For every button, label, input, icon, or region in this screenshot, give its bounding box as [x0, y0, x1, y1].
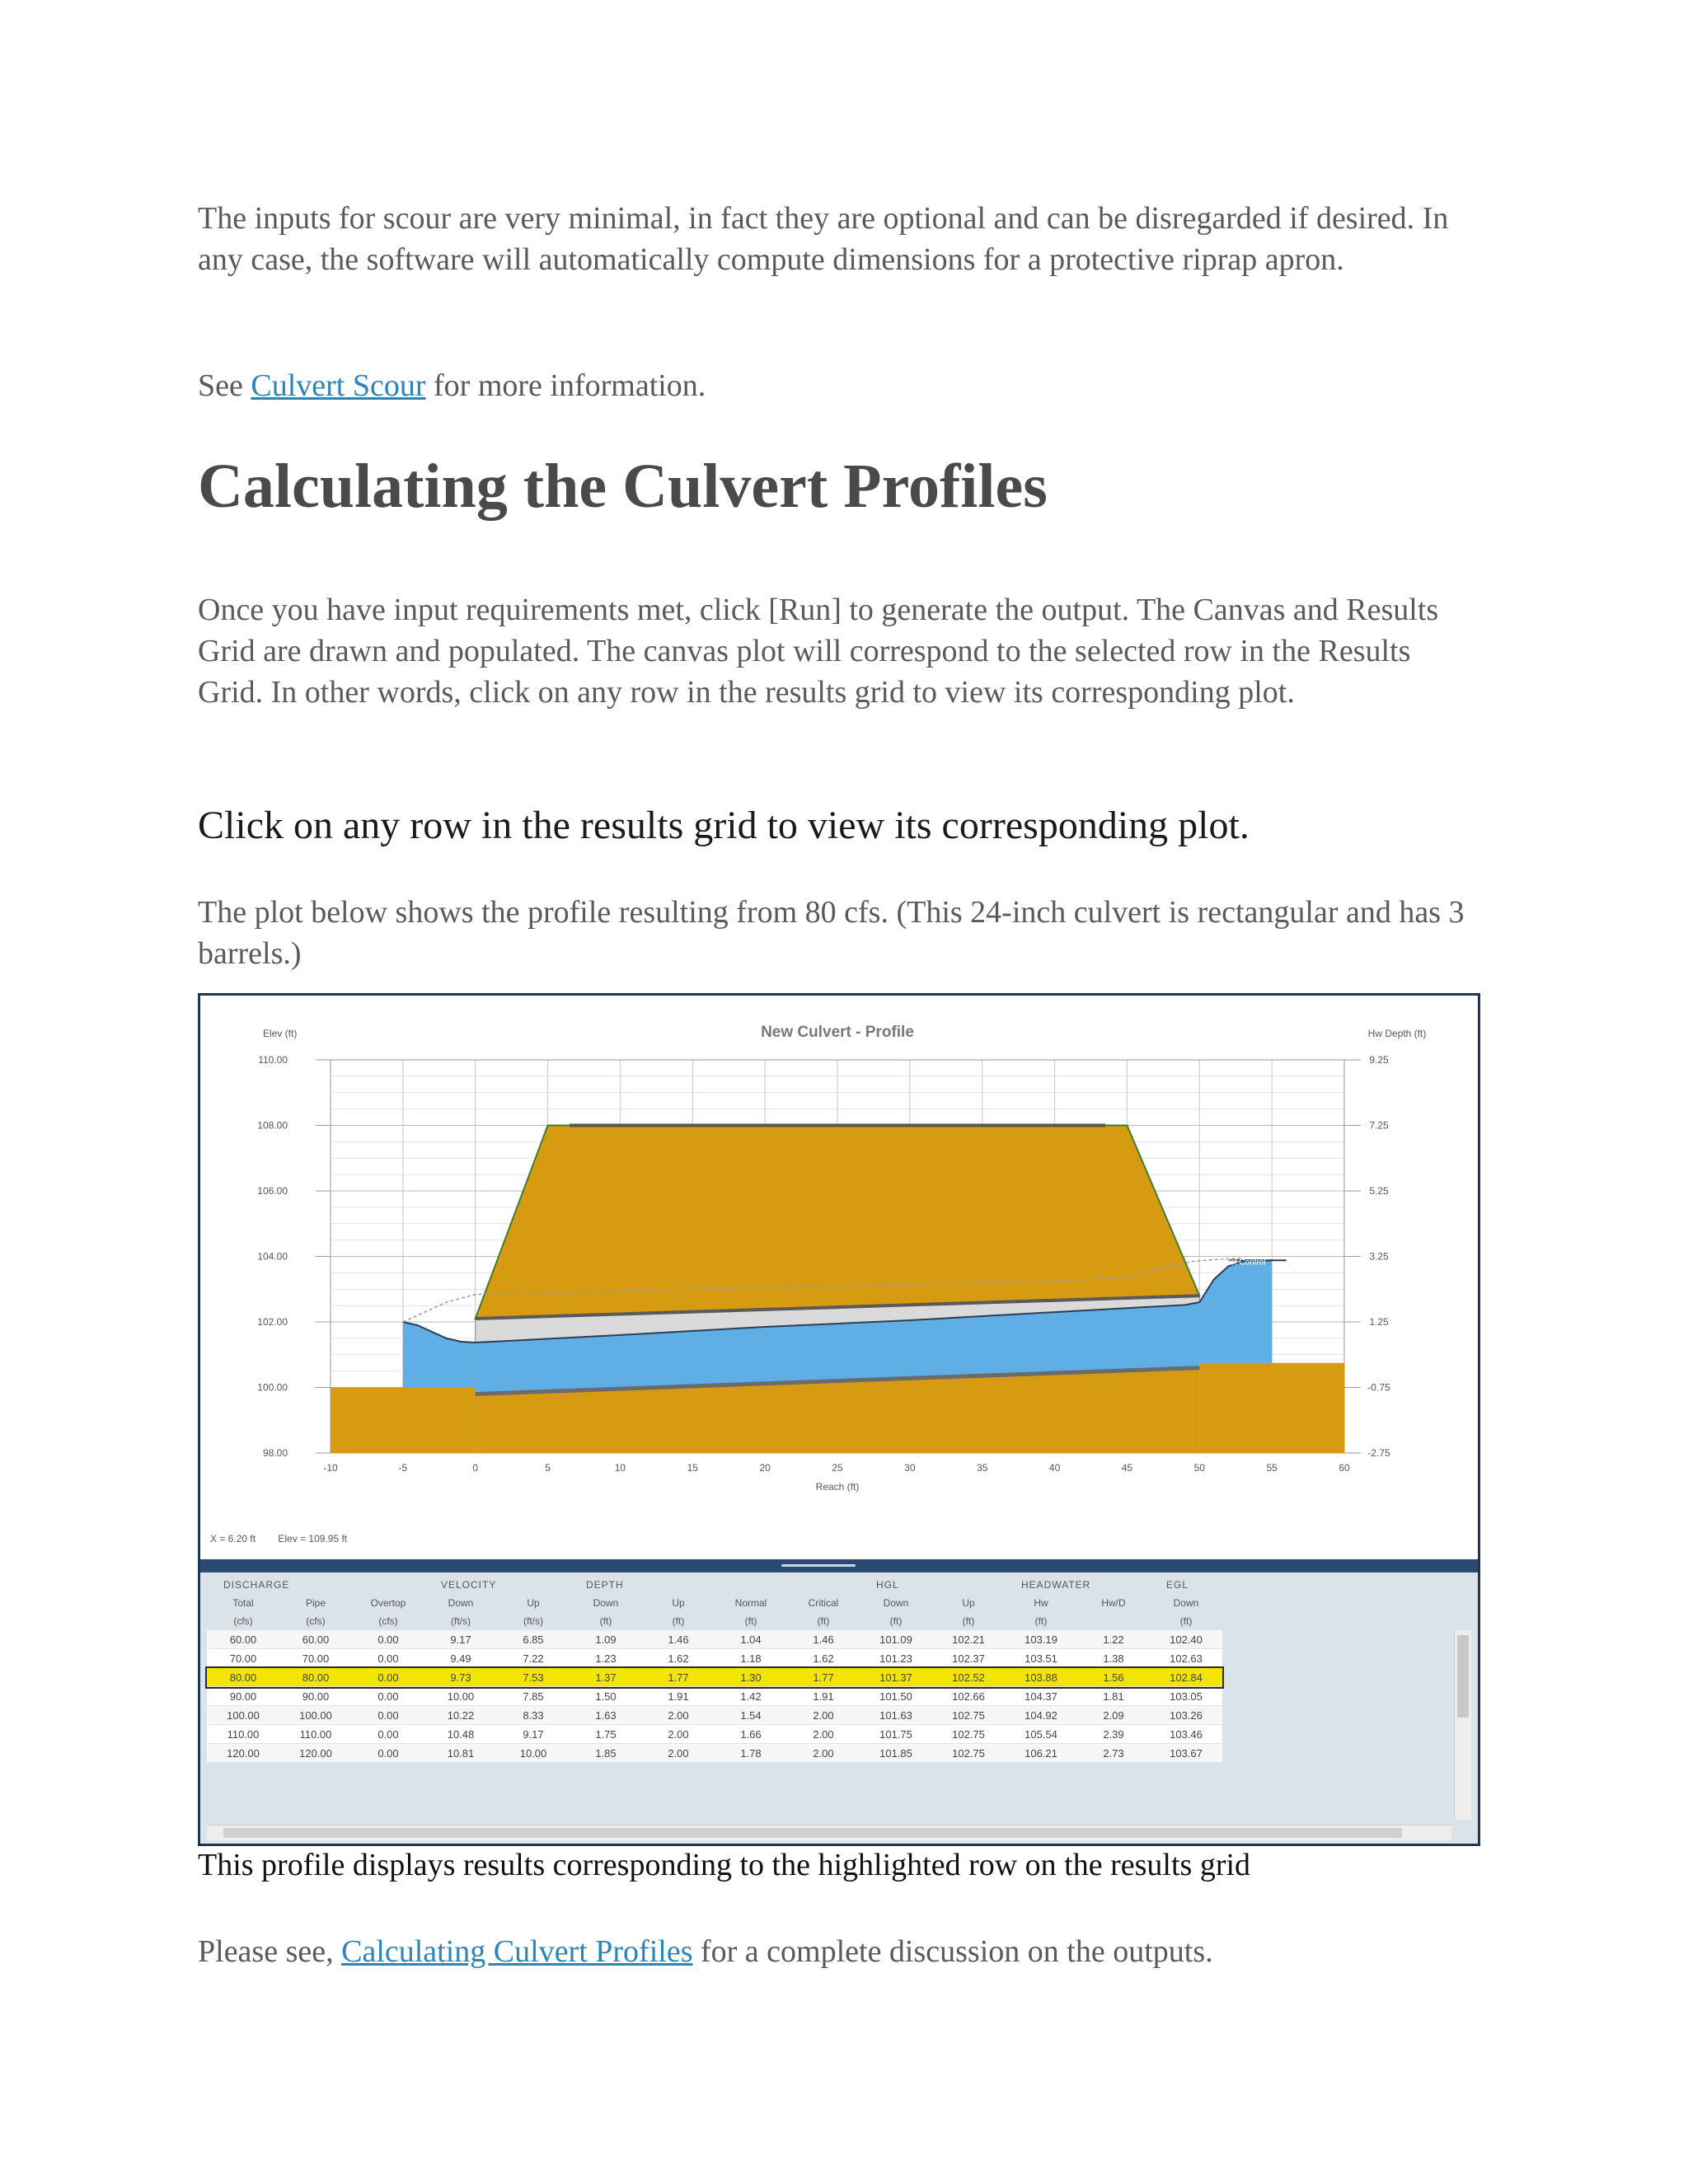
- run-paragraph: Once you have input requirements met, click [Run] to generate the output. The Canvas and Results Grid are drawn and populated. The canvas plot will correspond to the selected row in the Results Grid. In other words, click on any row in the results grid to view its corresponding plot.: [198, 593, 1439, 710]
- x-tick-label: 45: [1121, 1462, 1133, 1474]
- see-paragraph: [198, 365, 706, 406]
- column-header[interactable]: Overtop: [370, 1597, 406, 1609]
- chart-title: New Culvert - Profile: [761, 1024, 914, 1041]
- x-tick-label: 25: [832, 1462, 843, 1474]
- y2-tick-label: 7.25: [1369, 1119, 1389, 1132]
- unit-header-row: [207, 1612, 1222, 1630]
- table-cell: 9.17: [523, 1727, 544, 1741]
- column-header[interactable]: Up: [672, 1597, 685, 1609]
- profile-canvas[interactable]: [200, 996, 1478, 1560]
- x-tick-label: 20: [759, 1462, 771, 1474]
- group-header-egl: EGL: [1166, 1579, 1189, 1591]
- table-cell: 110.00: [227, 1727, 260, 1741]
- table-cell: 60.00: [302, 1633, 330, 1646]
- table-cell: 2.00: [813, 1746, 834, 1760]
- x-tick-label: 15: [687, 1462, 698, 1474]
- table-cell: 100.00: [299, 1708, 332, 1722]
- table-cell: 90.00: [229, 1690, 257, 1703]
- x-axis-label: Reach (ft): [815, 1481, 860, 1493]
- table-cell: 101.50: [879, 1690, 912, 1703]
- x-tick-label: 50: [1193, 1462, 1205, 1474]
- table-cell: 9.17: [450, 1633, 471, 1646]
- column-unit: (ft): [1034, 1615, 1048, 1627]
- table-cell: 1.91: [668, 1690, 689, 1703]
- y-tick-label: 108.00: [257, 1119, 288, 1132]
- table-cell: 1.77: [813, 1671, 834, 1684]
- table-cell: 0.00: [377, 1671, 399, 1684]
- table-cell: 1.63: [595, 1708, 617, 1722]
- y2-tick-label: 9.25: [1369, 1054, 1389, 1066]
- table-cell: 7.53: [523, 1671, 544, 1684]
- table-cell: 101.23: [879, 1652, 912, 1665]
- outro-prefix: Please see,: [198, 1934, 342, 1969]
- column-header[interactable]: Down: [448, 1597, 474, 1609]
- table-cell: 103.05: [1170, 1690, 1203, 1703]
- callout-heading: Click on any row in the results grid to view its corresponding plot.: [198, 804, 1250, 847]
- vertical-scrollbar[interactable]: [1454, 1630, 1471, 1820]
- column-header[interactable]: Down: [1173, 1597, 1199, 1609]
- group-header-hgl: HGL: [876, 1579, 899, 1591]
- culvert-profile-screenshot: [198, 993, 1480, 1846]
- table-cell: 80.00: [229, 1671, 257, 1684]
- see-prefix: See: [198, 368, 251, 403]
- table-cell: 1.62: [668, 1652, 689, 1665]
- table-cell: 101.63: [879, 1708, 912, 1722]
- table-cell: 10.48: [447, 1727, 475, 1741]
- table-cell: 105.54: [1025, 1727, 1057, 1741]
- section-heading: Calculating the Culvert Profiles: [198, 452, 1048, 521]
- table-cell: 102.66: [952, 1690, 985, 1703]
- y-tick-label: 110.00: [258, 1054, 288, 1066]
- column-header[interactable]: Hw/D: [1101, 1597, 1126, 1609]
- table-cell: 1.91: [813, 1690, 834, 1703]
- table-cell: 2.09: [1103, 1708, 1124, 1722]
- table-cell: 100.00: [227, 1708, 260, 1722]
- table-cell: 1.46: [813, 1633, 834, 1646]
- table-cell: 10.81: [447, 1746, 475, 1760]
- table-cell: 102.37: [952, 1652, 985, 1665]
- table-cell: 1.18: [740, 1652, 762, 1665]
- table-cell: 1.42: [740, 1690, 762, 1703]
- table-cell: 103.67: [1170, 1746, 1203, 1760]
- table-cell: 1.77: [668, 1671, 689, 1684]
- table-cell: 101.75: [879, 1727, 912, 1741]
- table-cell: 1.85: [595, 1746, 617, 1760]
- table-cell: 106.21: [1025, 1746, 1057, 1760]
- column-unit: (ft/s): [451, 1615, 471, 1627]
- table-cell: 0.00: [377, 1652, 399, 1665]
- table-cell: 103.26: [1170, 1708, 1203, 1722]
- column-unit: (ft): [599, 1615, 612, 1627]
- table-cell: 1.78: [740, 1746, 762, 1760]
- table-cell: 9.73: [450, 1671, 471, 1684]
- column-unit: (ft): [889, 1615, 903, 1627]
- x-tick-label: 5: [545, 1462, 551, 1474]
- y-axis-label: Elev (ft): [263, 1028, 298, 1039]
- table-cell: 1.46: [668, 1633, 689, 1646]
- tailwater-pool: [403, 1322, 476, 1388]
- column-unit: (ft): [744, 1615, 757, 1627]
- table-cell: 10.00: [447, 1690, 475, 1703]
- table-cell: 0.00: [377, 1690, 399, 1703]
- table-cell: 1.09: [595, 1633, 617, 1646]
- ground-downstream: [331, 1388, 476, 1454]
- figure-caption: This profile displays results corresponding to the highlighted row on the results grid: [198, 1848, 1251, 1882]
- table-cell: 2.73: [1103, 1746, 1124, 1760]
- ground-upstream: [1199, 1363, 1344, 1453]
- table-row[interactable]: [207, 1687, 1222, 1706]
- table-cell: 102.75: [952, 1746, 985, 1760]
- x-tick-label: 35: [977, 1462, 988, 1474]
- x-tick-label: 30: [904, 1462, 916, 1474]
- table-cell: 102.63: [1170, 1652, 1203, 1665]
- table-cell: 101.85: [879, 1746, 912, 1760]
- column-header[interactable]: Normal: [734, 1597, 767, 1609]
- table-cell: 6.85: [523, 1633, 544, 1646]
- table-cell: 1.50: [595, 1690, 617, 1703]
- y-tick-label: 106.00: [257, 1185, 288, 1197]
- table-cell: 1.23: [595, 1652, 617, 1665]
- vertical-scroll-thumb[interactable]: [1457, 1635, 1469, 1718]
- group-header-velocity: VELOCITY: [441, 1579, 497, 1591]
- x-tick-label: 60: [1339, 1462, 1350, 1474]
- table-row-selected[interactable]: [207, 1668, 1222, 1687]
- table-cell: 9.49: [450, 1652, 471, 1665]
- column-unit: (ft/s): [523, 1615, 543, 1627]
- table-cell: 1.38: [1103, 1652, 1124, 1665]
- table-cell: 1.54: [740, 1708, 762, 1722]
- column-unit: (cfs): [233, 1615, 253, 1627]
- table-cell: 120.00: [299, 1746, 332, 1760]
- table-cell: 120.00: [227, 1746, 260, 1760]
- see-suffix: for more information.: [425, 368, 706, 403]
- table-cell: 102.21: [952, 1633, 985, 1646]
- table-cell: 1.62: [813, 1652, 834, 1665]
- x-tick-label: 10: [614, 1462, 626, 1474]
- table-cell: 103.19: [1025, 1633, 1057, 1646]
- table-cell: 2.39: [1103, 1727, 1124, 1741]
- table-cell: 103.51: [1025, 1652, 1057, 1665]
- column-header-row: [207, 1594, 1222, 1612]
- y2-tick-label: -0.75: [1367, 1381, 1390, 1394]
- table-cell: 2.00: [668, 1746, 689, 1760]
- cursor-readout: [210, 1533, 367, 1544]
- table-cell: 101.37: [879, 1671, 912, 1684]
- table-cell: 103.46: [1170, 1727, 1203, 1741]
- table-cell: 10.00: [519, 1746, 547, 1760]
- y2-tick-label: 3.25: [1369, 1250, 1389, 1263]
- x-tick-label: 40: [1048, 1462, 1061, 1474]
- column-header[interactable]: Up: [527, 1597, 540, 1609]
- table-cell: 104.37: [1025, 1690, 1057, 1703]
- table-cell: 1.30: [740, 1671, 762, 1684]
- table-cell: 90.00: [302, 1690, 330, 1703]
- plot-intro-paragraph: The plot below shows the profile resulting from 80 cfs. (This 24-inch culvert is rectangular and has 3 barrels.): [198, 895, 1465, 971]
- column-unit: (ft): [817, 1615, 830, 1627]
- results-grid: [200, 1572, 1478, 1844]
- table-cell: 7.85: [523, 1690, 544, 1703]
- table-row[interactable]: [207, 1725, 1222, 1744]
- table-cell: 2.00: [668, 1727, 689, 1741]
- table-cell: 8.33: [523, 1708, 544, 1722]
- group-header-row: [207, 1576, 1222, 1594]
- table-cell: 102.52: [952, 1671, 985, 1684]
- table-row[interactable]: [207, 1630, 1222, 1649]
- y2-tick-label: 1.25: [1369, 1316, 1389, 1328]
- y2-tick-label: -2.75: [1367, 1447, 1390, 1459]
- table-cell: 1.66: [740, 1727, 762, 1741]
- table-row[interactable]: [207, 1706, 1222, 1725]
- horizontal-scroll-thumb[interactable]: [223, 1828, 1402, 1838]
- y-tick-label: 100.00: [257, 1381, 288, 1394]
- table-cell: 0.00: [377, 1746, 399, 1760]
- column-unit: (ft): [962, 1615, 975, 1627]
- table-row[interactable]: [207, 1744, 1222, 1763]
- x-tick-label: 0: [472, 1462, 479, 1474]
- table-cell: 0.00: [377, 1727, 399, 1741]
- table-cell: 101.09: [879, 1633, 912, 1646]
- table-cell: 0.00: [377, 1708, 399, 1722]
- scour-paragraph: The inputs for scour are very minimal, in fact they are optional and can be disregarded if desired. In any case, the software will automatically compute dimensions for a protective riprap apron.: [198, 201, 1449, 277]
- table-cell: 1.37: [595, 1671, 617, 1684]
- x-tick-label: -10: [323, 1462, 338, 1474]
- culvert-scour-link[interactable]: Culvert Scour: [251, 368, 426, 403]
- column-header[interactable]: Total: [232, 1597, 254, 1609]
- group-header-discharge: DISCHARGE: [223, 1579, 290, 1591]
- cursor-elev: Elev = 109.95 ft: [278, 1533, 348, 1544]
- cursor-x: X = 6.20 ft: [210, 1533, 256, 1544]
- y-tick-label: 102.00: [257, 1316, 288, 1328]
- profile-chart: [200, 996, 1478, 1531]
- outro-paragraph: [198, 1931, 1213, 1972]
- table-cell: 70.00: [302, 1652, 330, 1665]
- table-cell: 0.00: [377, 1633, 399, 1646]
- table-cell: 1.75: [595, 1727, 617, 1741]
- table-cell: 1.22: [1103, 1633, 1124, 1646]
- column-unit: [1077, 1612, 1150, 1630]
- group-header-headwater: HEADWATER: [1021, 1579, 1091, 1591]
- column-header[interactable]: Hw: [1034, 1597, 1048, 1609]
- column-unit: (cfs): [378, 1615, 398, 1627]
- y-tick-label: 104.00: [257, 1250, 288, 1263]
- table-cell: 70.00: [229, 1652, 257, 1665]
- table-row[interactable]: [207, 1649, 1222, 1668]
- column-header[interactable]: Down: [593, 1597, 619, 1609]
- column-unit: (ft): [672, 1615, 685, 1627]
- column-unit: (cfs): [306, 1615, 326, 1627]
- table-cell: 2.00: [668, 1708, 689, 1722]
- headwater-pool: [1199, 1260, 1272, 1362]
- group-header-depth: DEPTH: [586, 1579, 624, 1591]
- table-cell: 1.56: [1103, 1671, 1124, 1684]
- table-cell: 104.92: [1025, 1708, 1057, 1722]
- table-cell: 102.84: [1170, 1671, 1203, 1684]
- column-header[interactable]: Pipe: [305, 1597, 326, 1609]
- table-cell: 2.00: [813, 1727, 834, 1741]
- column-header[interactable]: Up: [962, 1597, 975, 1609]
- horizontal-scrollbar[interactable]: [207, 1825, 1451, 1840]
- splitter-handle[interactable]: [200, 1559, 1478, 1572]
- inlet-control-label: Inlet Control: [1221, 1258, 1266, 1268]
- table-cell: 1.81: [1103, 1690, 1124, 1703]
- table-cell: 7.22: [523, 1652, 544, 1665]
- x-tick-label: 55: [1266, 1462, 1278, 1474]
- table-cell: 102.40: [1170, 1633, 1203, 1646]
- table-cell: 110.00: [299, 1727, 332, 1741]
- column-header[interactable]: Down: [883, 1597, 909, 1609]
- embankment: [476, 1126, 1200, 1319]
- y2-axis-label: Hw Depth (ft): [1367, 1028, 1427, 1039]
- y-tick-label: 98.00: [262, 1447, 288, 1459]
- table-cell: 2.00: [813, 1708, 834, 1722]
- splitter-grip[interactable]: [781, 1564, 856, 1567]
- table-cell: 10.22: [447, 1708, 475, 1722]
- y2-tick-label: 5.25: [1369, 1185, 1389, 1197]
- table-cell: 103.88: [1025, 1671, 1057, 1684]
- table-cell: 102.75: [952, 1708, 985, 1722]
- table-cell: 1.04: [740, 1633, 762, 1646]
- results-table: [207, 1576, 1222, 1763]
- table-cell: 102.75: [952, 1727, 985, 1741]
- column-unit: (ft): [1179, 1615, 1193, 1627]
- outro-suffix: for a complete discussion on the outputs.: [692, 1934, 1213, 1969]
- calculating-profiles-link[interactable]: Calculating Culvert Profiles: [341, 1934, 693, 1969]
- table-cell: 80.00: [302, 1671, 330, 1684]
- column-header[interactable]: Critical: [808, 1597, 839, 1609]
- table-cell: 60.00: [229, 1633, 257, 1646]
- x-tick-label: -5: [398, 1462, 408, 1474]
